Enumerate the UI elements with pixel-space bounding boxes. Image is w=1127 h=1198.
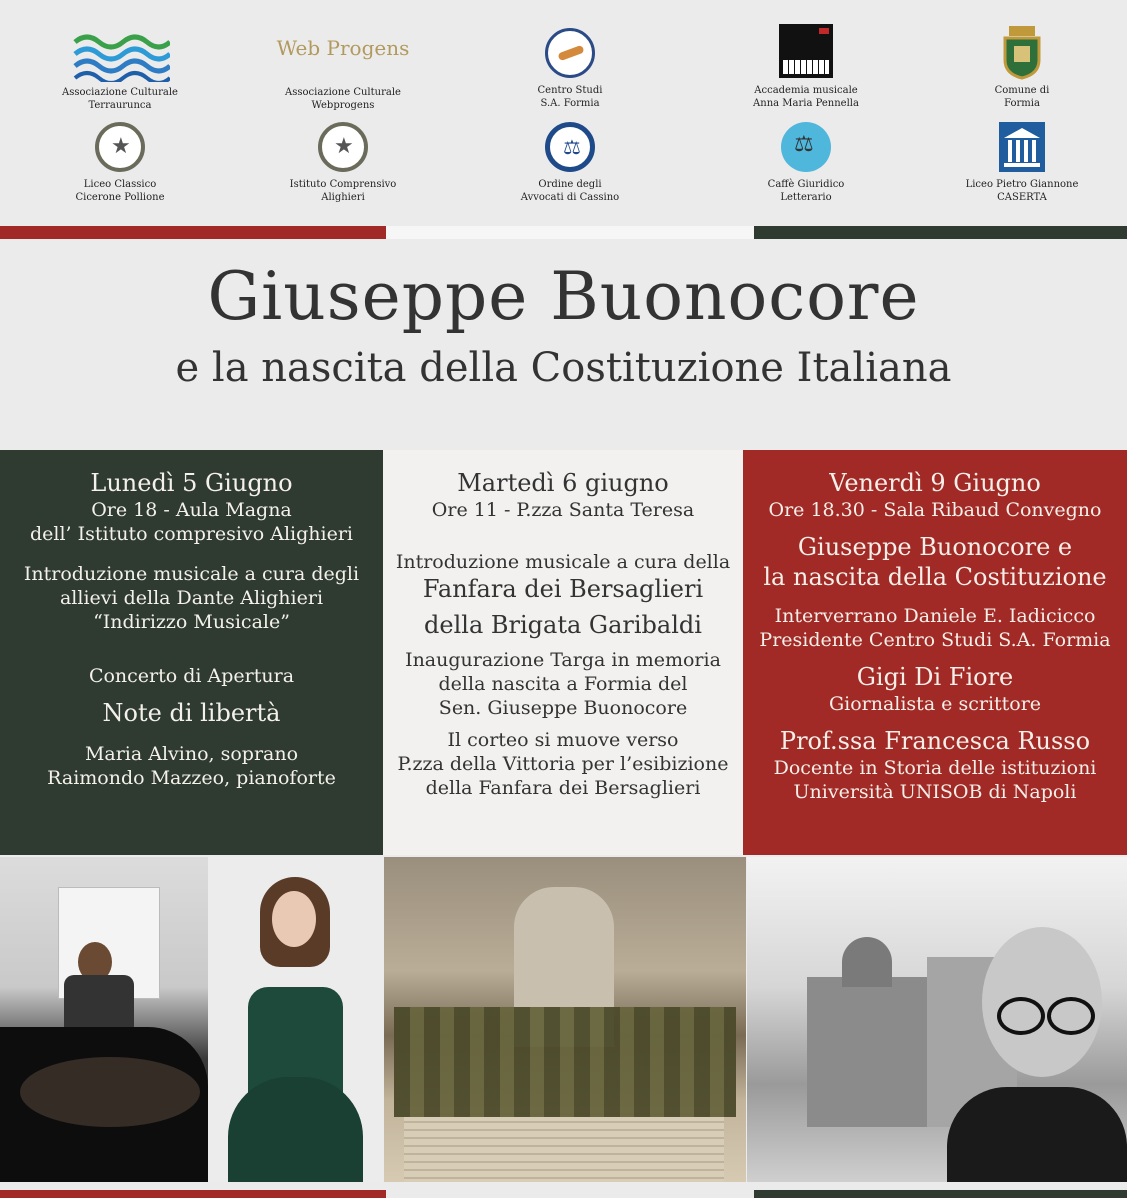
day2-intro: Introduzione musicale a cura della [395,551,731,573]
logo-label: Alighieri [321,192,365,203]
day3-topic: Giuseppe Buonocore e [797,533,1073,561]
logo-label: Comune di [994,85,1050,96]
logo-label: Centro Studi [537,85,603,96]
logo-caffe-giuridico [706,122,906,204]
logo-label: Avvocati di Cassino [520,192,620,203]
logo-label: Webprogens [311,100,375,111]
day3-guest-role: Docente in Storia delle istituzioni [773,757,1097,779]
day1-place: dell’ Istituto compresivo Alighieri [30,523,353,545]
partner-logos [0,0,1127,222]
logo-avvocati-cassino [470,122,670,204]
logo-webprogens [243,30,443,112]
logo-label: Terraurunca [88,100,152,111]
day1-time: Ore 18 - Aula Magna [91,499,292,521]
day3-speaker: Interverrano Daniele E. Iadicicco [774,605,1096,627]
soprano-photo [208,857,383,1182]
scales-of-justice-icon: ⚖ [776,122,836,174]
logo-label: Istituto Comprensivo [289,179,397,190]
day3-guest: Prof.ssa Francesca Russo [779,727,1091,755]
day1-performer: Maria Alvino, soprano [84,743,299,765]
piano-logo-icon [776,24,836,80]
logo-istituto-alighieri [243,122,443,204]
day3-guest: Gigi Di Fiore [856,663,1014,691]
fanfara-photo [384,857,746,1182]
logo-centro-studi [470,28,670,110]
day2-band: della Brigata Garibaldi [424,611,702,639]
day2-date: Martedì 6 giugno [457,469,669,497]
logo-label: Anna Maria Pennella [753,98,859,109]
logo-label: Cicerone Pollione [75,192,165,203]
buonocore-photo [747,857,1127,1182]
logo-label: Liceo Classico [83,179,157,190]
day1-performer: Raimondo Mazzeo, pianoforte [47,767,336,789]
day3-speaker: Presidente Centro Studi S.A. Formia [759,629,1111,651]
day2-panel [383,450,743,855]
day1-date: Lunedì 5 Giugno [90,469,293,497]
logo-liceo-giannone [922,122,1122,204]
day2-march: P.zza della Vittoria per l’esibizione [397,753,729,775]
temple-logo-icon [992,122,1052,174]
day1-concert: Concerto di Apertura [88,665,295,687]
day3-guest-role: Università UNISOB di Napoli [793,781,1077,803]
logo-label: Associazione Culturale [62,87,178,98]
logo-label: CASERTA [997,192,1047,203]
day3-time: Ore 18.30 - Sala Ribaud Convegno [768,499,1102,521]
stripe-white [386,226,754,239]
day3-guest-role: Giornalista e scrittore [828,693,1042,715]
day2-plaque: Inaugurazione Targa in memoria [405,649,721,671]
day2-plaque: Sen. Giuseppe Buonocore [438,697,688,719]
page-subtitle: e la nascita della Costituzione Italiana [175,345,952,391]
day1-intro: Introduzione musicale a cura degli [23,563,360,585]
bar-association-seal-icon: ⚖ [540,122,600,174]
page-title: Giuseppe Buonocore [207,258,920,335]
stripe-red [0,226,386,239]
italian-emblem-icon: ★ [313,122,373,174]
day1-intro: allievi della Dante Alighieri [59,587,324,609]
stripe-green [754,226,1127,239]
italian-emblem-icon: ★ [90,122,150,174]
logo-label: Formia [1004,98,1040,109]
coat-of-arms-icon [992,24,1052,80]
bottom-band [0,1182,1127,1198]
centro-studi-logo-icon [540,28,600,80]
day2-time: Ore 11 - P.zza Santa Teresa [431,499,695,521]
day3-panel [743,450,1127,855]
pianist-photo [0,857,208,1182]
logo-comune-formia [922,24,1122,110]
brand-text: Web Progens [276,36,410,60]
event-title [0,258,1127,391]
logo-label: Letterario [780,192,832,203]
day1-panel [0,450,383,855]
logo-accademia [706,24,906,110]
waves-logo-icon [90,30,150,82]
day2-march: Il corteo si muove verso [447,729,679,751]
logo-label: S.A. Formia [540,98,600,109]
logo-label: Liceo Pietro Giannone [965,179,1079,190]
day3-date: Venerdì 9 Giugno [829,469,1041,497]
day2-band: Fanfara dei Bersaglieri [422,575,704,603]
day1-concert-title: Note di libertà [102,699,281,727]
day1-intro: “Indirizzo Musicale” [93,611,290,633]
day3-topic: la nascita della Costituzione [763,563,1107,591]
logo-label: Accademia musicale [754,85,858,96]
logo-liceo-classico [20,122,220,204]
logo-label: Caffè Giuridico [767,179,845,190]
logo-terraurunca [20,30,220,112]
day2-march: della Fanfara dei Bersaglieri [425,777,701,799]
day2-plaque: della nascita a Formia del [438,673,688,695]
logo-label: Ordine degli [538,179,602,190]
logo-label: Associazione Culturale [285,87,401,98]
webprogens-logo-icon [268,30,418,82]
